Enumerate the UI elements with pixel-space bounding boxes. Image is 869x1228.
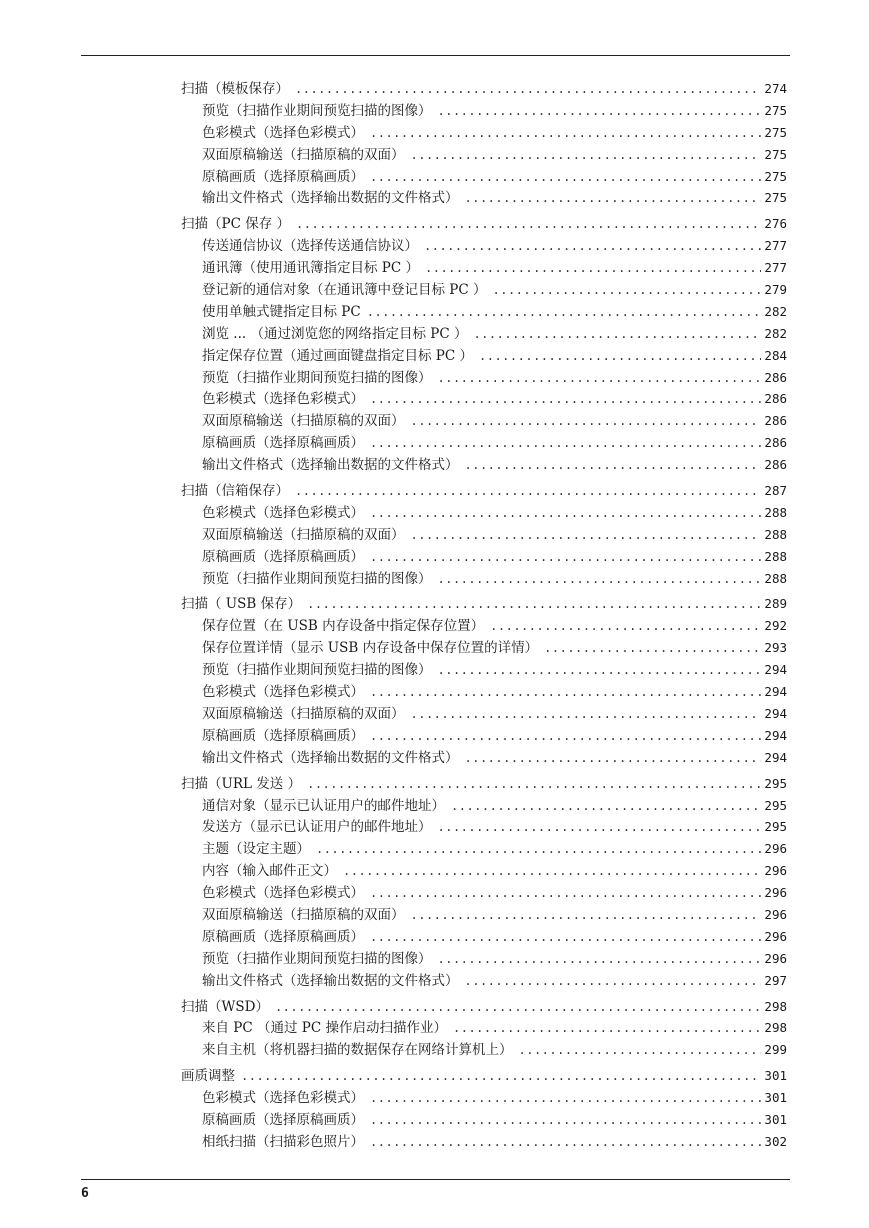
toc-entry-title: 主题（设定主题） — [202, 841, 310, 858]
toc-entry[interactable] — [181, 187, 787, 209]
dot-leader — [370, 726, 761, 748]
toc-entry-page: 294 — [764, 705, 787, 721]
toc-entry-title: 发送方（显示已认证用户的邮件地址） — [202, 819, 432, 836]
toc-entry-page: 296 — [764, 885, 787, 901]
toc-entry-title: 扫描（信箱保存） — [181, 483, 289, 500]
toc-entry-page: 284 — [764, 347, 787, 363]
toc-section-heading[interactable] — [181, 213, 787, 235]
toc-entry-title: 色彩模式（选择色彩模式） — [202, 684, 364, 701]
toc-entry[interactable] — [181, 410, 787, 432]
toc-entry-page: 287 — [764, 483, 787, 499]
dot-leader — [370, 1132, 761, 1154]
toc-entry[interactable] — [181, 637, 787, 659]
dot-leader — [370, 167, 761, 189]
toc-entry-title: 预览（扫描作业期间预览扫描的图像） — [202, 662, 432, 679]
dot-leader — [453, 1018, 761, 1040]
dot-leader — [241, 1066, 761, 1088]
toc-entry-page: 276 — [764, 216, 787, 232]
toc-entry-title: 预览（扫描作业期间预览扫描的图像） — [202, 102, 432, 119]
table-of-contents — [181, 78, 787, 1153]
toc-entry[interactable] — [181, 502, 787, 524]
toc-entry-title: 登记新的通信对象（在通讯簿中登记目标 PC ） — [202, 282, 487, 299]
toc-entry[interactable] — [181, 257, 787, 279]
toc-entry-page: 282 — [764, 303, 787, 319]
dot-leader — [370, 682, 761, 704]
toc-entry-page: 296 — [764, 950, 787, 966]
toc-entry-title: 扫描（PC 保存 ） — [181, 216, 290, 233]
toc-entry[interactable] — [181, 747, 787, 769]
toc-entry-title: 通讯簿（使用通讯簿指定目标 PC ） — [202, 260, 419, 277]
dot-leader — [296, 214, 761, 236]
toc-entry[interactable] — [181, 725, 787, 747]
toc-entry-page: 298 — [764, 1020, 787, 1036]
toc-entry-page: 295 — [764, 819, 787, 835]
toc-entry[interactable] — [181, 838, 787, 860]
toc-entry[interactable] — [181, 546, 787, 568]
toc-entry-title: 输出文件格式（选择输出数据的文件格式） — [202, 457, 459, 474]
toc-entry[interactable] — [181, 100, 787, 122]
toc-entry-page: 294 — [764, 727, 787, 743]
dot-leader — [465, 971, 762, 993]
dot-leader — [295, 481, 761, 503]
dot-leader — [370, 1110, 761, 1132]
dot-leader — [275, 997, 761, 1019]
toc-entry[interactable] — [181, 795, 787, 817]
toc-entry-title: 色彩模式（选择色彩模式） — [202, 504, 364, 521]
toc-entry-page: 301 — [764, 1090, 787, 1106]
toc-entry[interactable] — [181, 659, 787, 681]
toc-entry-page: 274 — [764, 81, 787, 96]
toc-entry-page: 296 — [764, 906, 787, 922]
toc-entry[interactable] — [181, 615, 787, 637]
toc-entry-page: 288 — [764, 504, 787, 520]
toc-entry-page: 288 — [764, 570, 787, 586]
toc-entry-page: 286 — [764, 413, 787, 429]
toc-section — [181, 480, 787, 589]
toc-entry[interactable] — [181, 681, 787, 703]
toc-entry-page: 293 — [764, 640, 787, 656]
toc-entry-title: 原稿画质（选择原稿画质） — [202, 168, 364, 185]
toc-entry-page: 299 — [764, 1042, 787, 1058]
toc-entry[interactable] — [181, 279, 787, 301]
toc-entry-title: 画质调整 — [181, 1068, 235, 1085]
toc-entry-page: 297 — [764, 972, 787, 988]
toc-entry-page: 286 — [764, 457, 787, 473]
dot-leader — [411, 145, 762, 167]
toc-entry-title: 扫描（ USB 保存） — [181, 596, 302, 613]
toc-entry-page: 294 — [764, 749, 787, 765]
toc-entry-title: 色彩模式（选择色彩模式） — [202, 124, 364, 141]
toc-entry-title: 色彩模式（选择色彩模式） — [202, 391, 364, 408]
toc-entry-title: 原稿画质（选择原稿画质） — [202, 435, 364, 452]
toc-entry-title: 色彩模式（选择色彩模式） — [202, 885, 364, 902]
toc-entry-page: 277 — [764, 238, 787, 254]
toc-entry-page: 275 — [764, 168, 787, 184]
toc-entry-page: 296 — [764, 928, 787, 944]
toc-entry-title: 保存位置详情（显示 USB 内存设备中保存位置的详情） — [202, 640, 539, 657]
toc-entry[interactable] — [181, 1039, 787, 1061]
dot-leader — [411, 704, 762, 726]
toc-entry-title: 原稿画质（选择原稿画质） — [202, 1111, 364, 1128]
footer-rule — [81, 1179, 790, 1180]
toc-entry-title: 输出文件格式（选择输出数据的文件格式） — [202, 749, 459, 766]
toc-entry-title: 双面原稿输送（扫描原稿的双面） — [202, 413, 405, 430]
dot-leader — [425, 258, 761, 280]
toc-entry-title: 扫描（模板保存） — [181, 81, 289, 97]
toc-entry-title: 预览（扫描作业期间预览扫描的图像） — [202, 369, 432, 386]
toc-section-heading[interactable] — [181, 1065, 787, 1087]
toc-entry[interactable] — [181, 432, 787, 454]
toc-entry[interactable] — [181, 926, 787, 948]
toc-entry-page: 288 — [764, 526, 787, 542]
toc-entry-title: 原稿画质（选择原稿画质） — [202, 928, 364, 945]
toc-entry[interactable] — [181, 345, 787, 367]
dot-leader — [465, 188, 762, 210]
toc-section-heading[interactable] — [181, 480, 787, 502]
toc-entry-title: 输出文件格式（选择输出数据的文件格式） — [202, 972, 459, 989]
toc-entry-title: 双面原稿输送（扫描原稿的双面） — [202, 146, 405, 163]
toc-entry-title: 输出文件格式（选择输出数据的文件格式） — [202, 190, 459, 207]
toc-entry-page: 275 — [764, 146, 787, 162]
toc-entry[interactable] — [181, 1131, 787, 1153]
dot-leader — [370, 927, 761, 949]
dot-leader — [370, 547, 761, 569]
toc-entry-title: 传送通信协议（选择传送通信协议） — [202, 238, 418, 255]
dot-leader — [438, 660, 762, 682]
toc-entry-title: 原稿画质（选择原稿画质） — [202, 727, 364, 744]
toc-entry-page: 296 — [764, 863, 787, 879]
dot-leader — [544, 638, 761, 660]
toc-entry-title: 预览（扫描作业期间预览扫描的图像） — [202, 950, 432, 967]
toc-section-heading[interactable] — [181, 78, 787, 100]
toc-section — [181, 213, 787, 476]
dot-leader — [295, 79, 761, 101]
toc-entry[interactable] — [181, 524, 787, 546]
dot-leader — [493, 280, 762, 302]
toc-entry-page: 298 — [764, 998, 787, 1014]
dot-leader — [370, 123, 761, 145]
dot-leader — [307, 774, 761, 796]
toc-entry[interactable] — [181, 367, 787, 389]
dot-leader — [370, 883, 761, 905]
toc-entry-title: 指定保存位置（通过画面键盘指定目标 PC ） — [202, 347, 473, 364]
toc-entry-title: 预览（扫描作业期间预览扫描的图像） — [202, 570, 432, 587]
dot-leader — [316, 839, 761, 861]
toc-entry[interactable] — [181, 144, 787, 166]
toc-entry-page: 275 — [764, 124, 787, 140]
toc-entry-page: 301 — [764, 1068, 787, 1084]
toc-section — [181, 996, 787, 1062]
toc-entry-page: 275 — [764, 190, 787, 206]
toc-entry[interactable] — [181, 970, 787, 992]
toc-entry-page: 286 — [764, 435, 787, 451]
toc-entry[interactable] — [181, 301, 787, 323]
toc-entry[interactable] — [181, 948, 787, 970]
toc-entry-title: 扫描（WSD） — [181, 998, 269, 1015]
toc-entry[interactable] — [181, 1109, 787, 1131]
toc-entry[interactable] — [181, 1087, 787, 1109]
toc-entry-title: 浏览 ... （通过浏览您的网络指定目标 PC ） — [202, 325, 468, 342]
toc-entry[interactable] — [181, 454, 787, 476]
toc-entry-title: 内容（输入邮件正文） — [202, 863, 337, 880]
toc-section-heading[interactable] — [181, 996, 787, 1018]
toc-entry-title: 来自主机（将机器扫描的数据保存在网络计算机上） — [202, 1042, 513, 1059]
toc-entry-title: 保存位置（在 USB 内存设备中指定保存位置） — [202, 618, 485, 635]
toc-entry[interactable] — [181, 703, 787, 725]
toc-entry-page: 295 — [764, 775, 787, 791]
page-number: 6 — [81, 1186, 89, 1201]
toc-entry-page: 289 — [764, 596, 787, 612]
toc-section-heading[interactable] — [181, 773, 787, 795]
toc-entry-page: 277 — [764, 260, 787, 276]
dot-leader — [438, 368, 762, 390]
dot-leader — [370, 1088, 761, 1110]
dot-leader — [438, 817, 762, 839]
dot-leader — [490, 616, 761, 638]
toc-entry-title: 原稿画质（选择原稿画质） — [202, 548, 364, 565]
toc-entry-page: 288 — [764, 548, 787, 564]
dot-leader — [473, 324, 761, 346]
toc-entry[interactable] — [181, 122, 787, 144]
dot-leader — [438, 569, 762, 591]
toc-entry-title: 双面原稿输送（扫描原稿的双面） — [202, 705, 405, 722]
toc-entry-title: 来自 PC （通过 PC 操作启动扫描作业） — [202, 1020, 447, 1037]
toc-entry-page: 294 — [764, 662, 787, 678]
dot-leader — [519, 1040, 762, 1062]
toc-entry-title: 相纸扫描（扫描彩色照片） — [202, 1133, 364, 1150]
toc-entry-page: 286 — [764, 391, 787, 407]
toc-entry-page: 295 — [764, 797, 787, 813]
dot-leader — [370, 433, 761, 455]
toc-section-heading[interactable] — [181, 593, 787, 615]
dot-leader — [438, 101, 762, 123]
dot-leader — [411, 411, 762, 433]
toc-entry-title: 通信对象（显示已认证用户的邮件地址） — [202, 797, 445, 814]
toc-entry-page: 286 — [764, 369, 787, 385]
header-rule — [81, 55, 790, 56]
toc-entry-page: 301 — [764, 1111, 787, 1127]
dot-leader — [465, 748, 762, 770]
dot-leader — [370, 503, 761, 525]
dot-leader — [438, 949, 762, 971]
toc-section — [181, 773, 787, 992]
dot-leader — [411, 525, 762, 547]
dot-leader — [479, 346, 761, 368]
toc-entry[interactable] — [181, 235, 787, 257]
toc-entry[interactable] — [181, 904, 787, 926]
toc-entry-page: 279 — [764, 282, 787, 298]
toc-entry[interactable] — [181, 568, 787, 590]
toc-entry[interactable] — [181, 816, 787, 838]
toc-entry[interactable] — [181, 860, 787, 882]
dot-leader — [411, 905, 762, 927]
toc-entry[interactable] — [181, 388, 787, 410]
toc-entry-page: 282 — [764, 325, 787, 341]
toc-section — [181, 78, 787, 209]
dot-leader — [307, 594, 761, 616]
toc-entry-page: 275 — [764, 102, 787, 118]
toc-section — [181, 1065, 787, 1153]
toc-entry-title: 双面原稿输送（扫描原稿的双面） — [202, 526, 405, 543]
dot-leader — [370, 389, 761, 411]
toc-section — [181, 593, 787, 768]
toc-entry[interactable] — [181, 882, 787, 904]
toc-entry[interactable] — [181, 323, 787, 345]
toc-entry-page: 294 — [764, 684, 787, 700]
toc-entry-page: 302 — [764, 1133, 787, 1149]
toc-entry-page: 296 — [764, 841, 787, 857]
toc-entry[interactable] — [181, 166, 787, 188]
dot-leader — [465, 455, 762, 477]
toc-entry-title: 色彩模式（选择色彩模式） — [202, 1090, 364, 1107]
toc-entry-title: 双面原稿输送（扫描原稿的双面） — [202, 906, 405, 923]
toc-entry-title: 使用单触式键指定目标 PC — [202, 303, 361, 320]
dot-leader — [367, 302, 762, 324]
dot-leader — [343, 861, 761, 883]
toc-entry[interactable] — [181, 1017, 787, 1039]
toc-entry-title: 扫描（URL 发送 ） — [181, 775, 302, 792]
toc-entry-page: 292 — [764, 618, 787, 634]
dot-leader — [451, 796, 761, 818]
dot-leader — [424, 236, 761, 258]
